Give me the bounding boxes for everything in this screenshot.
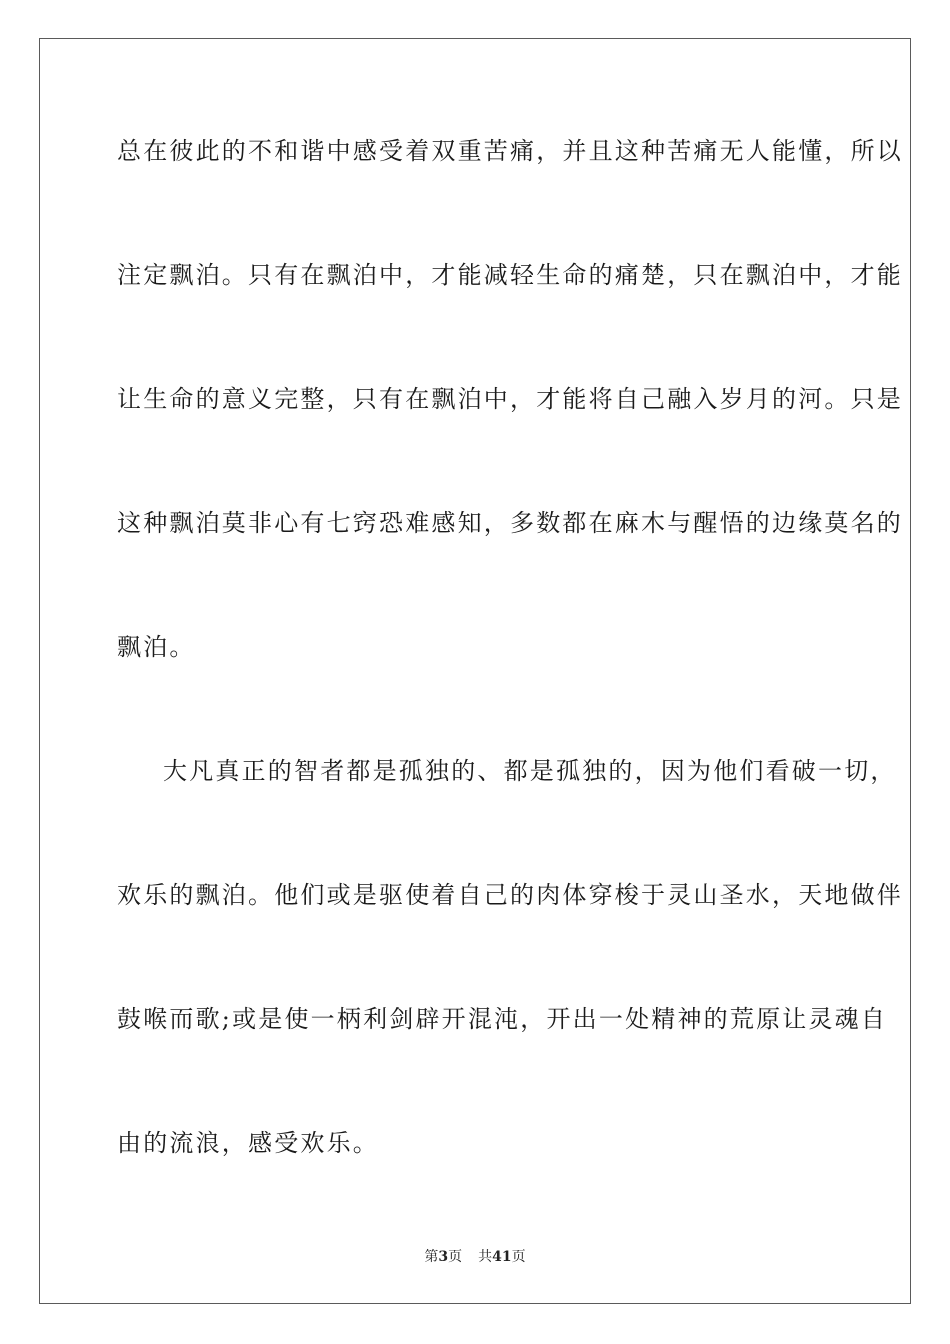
page-prefix: 第 bbox=[424, 1249, 439, 1265]
text-line-6: 大凡真正的智者都是孤独的、都是孤独的，因为他们看破一切， bbox=[163, 757, 897, 785]
text-line-8: 鼓喉而歌;或是使一柄利剑辟开混沌，开出一处精神的荒原让灵魂自 bbox=[117, 1005, 888, 1033]
text-line-5: 飘泊。 bbox=[117, 633, 196, 661]
text-line-4: 这种飘泊莫非心有七窍恐难感知，多数都在麻木与醒悟的边缘莫名的 bbox=[117, 509, 903, 537]
text-line-9: 由的流浪，感受欢乐。 bbox=[117, 1129, 379, 1157]
text-line-1: 总在彼此的不和谐中感受着双重苦痛，并且这种苦痛无人能懂，所以 bbox=[117, 137, 903, 165]
page-suffix: 页 bbox=[448, 1249, 463, 1265]
page-number: 3 bbox=[438, 1249, 449, 1265]
total-prefix: 共 bbox=[478, 1249, 493, 1265]
page-footer bbox=[0, 1248, 950, 1266]
total-suffix: 页 bbox=[511, 1249, 526, 1265]
text-line-3: 让生命的意义完整，只有在飘泊中，才能将自己融入岁月的河。只是 bbox=[117, 385, 903, 413]
text-line-2: 注定飘泊。只有在飘泊中，才能减轻生命的痛楚，只在飘泊中，才能 bbox=[117, 261, 903, 289]
page-border bbox=[39, 38, 911, 1304]
total-pages: 41 bbox=[492, 1249, 512, 1265]
text-line-7: 欢乐的飘泊。他们或是驱使着自己的肉体穿梭于灵山圣水，天地做伴 bbox=[117, 881, 903, 909]
